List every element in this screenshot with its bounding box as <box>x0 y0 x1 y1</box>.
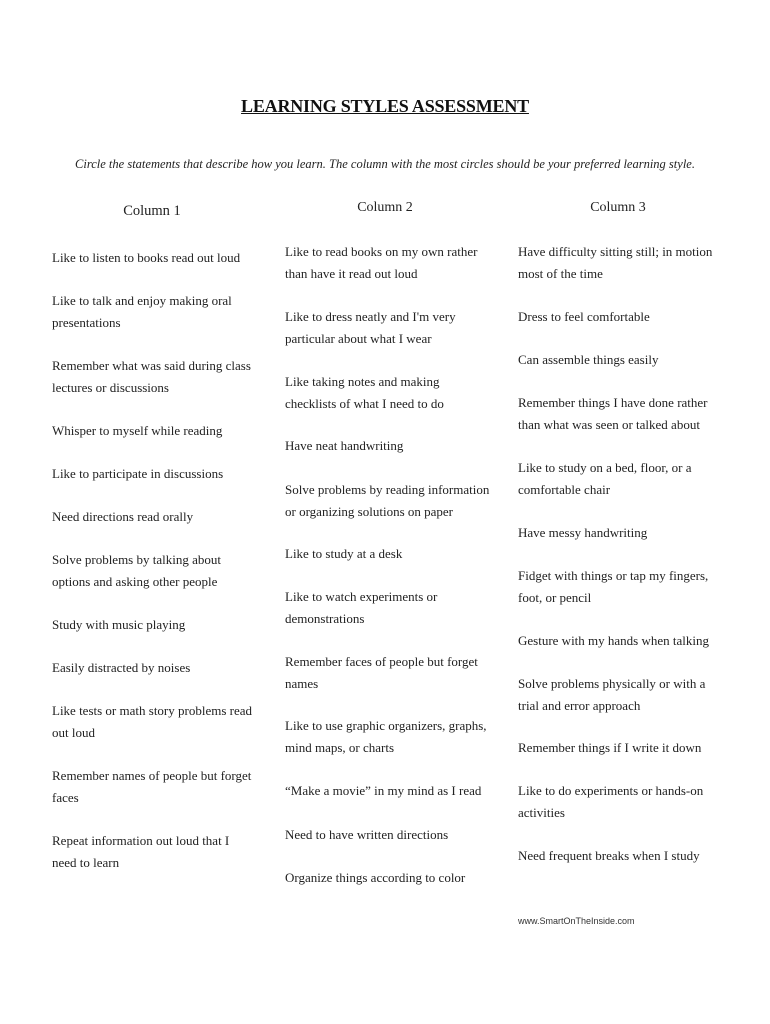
statement-item[interactable]: “Make a movie” in my mind as I read <box>285 783 482 798</box>
statement-item[interactable]: Remember things if I write it down <box>518 740 702 755</box>
statement-item[interactable]: Have difficulty sitting still; in motion most of the time <box>518 244 713 281</box>
statement-item[interactable]: Like to use graphic organizers, graphs, mind maps, or charts <box>285 718 487 755</box>
statement-item[interactable]: Can assemble things easily <box>518 352 659 367</box>
statement-item[interactable]: Need frequent breaks when I study <box>518 848 700 863</box>
statement-item[interactable]: Like to study on a bed, floor, or a comfortable chair <box>518 460 692 497</box>
column-1-header: Column 1 <box>123 203 181 219</box>
footer-website: www.SmartOnTheInside.com <box>518 916 635 926</box>
statement-item[interactable]: Like to do experiments or hands-on activities <box>518 783 704 820</box>
statement-item[interactable]: Like to talk and enjoy making oral presentations <box>52 293 232 330</box>
statement-item[interactable]: Fidget with things or tap my fingers, foot, or pencil <box>518 568 709 605</box>
statement-item[interactable]: Like to watch experiments or demonstrations <box>285 589 438 626</box>
statement-item[interactable]: Solve problems by talking about options and asking other people <box>52 552 221 589</box>
statement-item[interactable]: Organize things according to color <box>285 870 466 885</box>
statement-item[interactable]: Whisper to myself while reading <box>52 423 223 438</box>
statement-item[interactable]: Like to dress neatly and I'm very particular about what I wear <box>285 309 456 346</box>
statement-item[interactable]: Repeat information out loud that I need to learn <box>52 833 230 870</box>
statement-item[interactable]: Like to listen to books read out loud <box>52 250 241 265</box>
instructions: Circle the statements that describe how you learn. The column with the most circles should be your preferred learning style. <box>75 157 695 171</box>
page-title: LEARNING STYLES ASSESSMENT <box>241 96 529 116</box>
statement-item[interactable]: Like tests or math story problems read out loud <box>52 703 253 740</box>
column-2-header: Column 2 <box>357 200 413 215</box>
statement-item[interactable]: Remember faces of people but forget names <box>285 654 478 691</box>
statement-item[interactable]: Need to have written directions <box>285 827 449 842</box>
statement-item[interactable]: Like to study at a desk <box>285 546 403 561</box>
statement-item[interactable]: Gesture with my hands when talking <box>518 633 709 648</box>
statement-item[interactable]: Easily distracted by noises <box>52 660 191 675</box>
statement-item[interactable]: Like taking notes and making checklists of what I need to do <box>285 374 444 411</box>
statement-item[interactable]: Need directions read orally <box>52 509 194 524</box>
statement-item[interactable]: Have neat handwriting <box>285 438 404 453</box>
statement-item[interactable]: Study with music playing <box>52 617 186 632</box>
statement-item[interactable]: Like to participate in discussions <box>52 466 224 481</box>
column-3-header: Column 3 <box>590 200 646 215</box>
statement-item[interactable]: Remember what was said during class lectures or discussions <box>52 358 251 395</box>
statement-item[interactable]: Solve problems by reading information or organizing solutions on paper <box>285 482 490 519</box>
statement-item[interactable]: Dress to feel comfortable <box>518 309 650 324</box>
statement-item[interactable]: Have messy handwriting <box>518 525 648 540</box>
statement-item[interactable]: Remember names of people but forget faces <box>52 768 252 805</box>
statement-item[interactable]: Like to read books on my own rather than have it read out loud <box>285 244 478 281</box>
statement-item[interactable]: Remember things I have done rather than what was seen or talked about <box>518 395 708 432</box>
statement-item[interactable]: Solve problems physically or with a trial and error approach <box>518 676 706 713</box>
